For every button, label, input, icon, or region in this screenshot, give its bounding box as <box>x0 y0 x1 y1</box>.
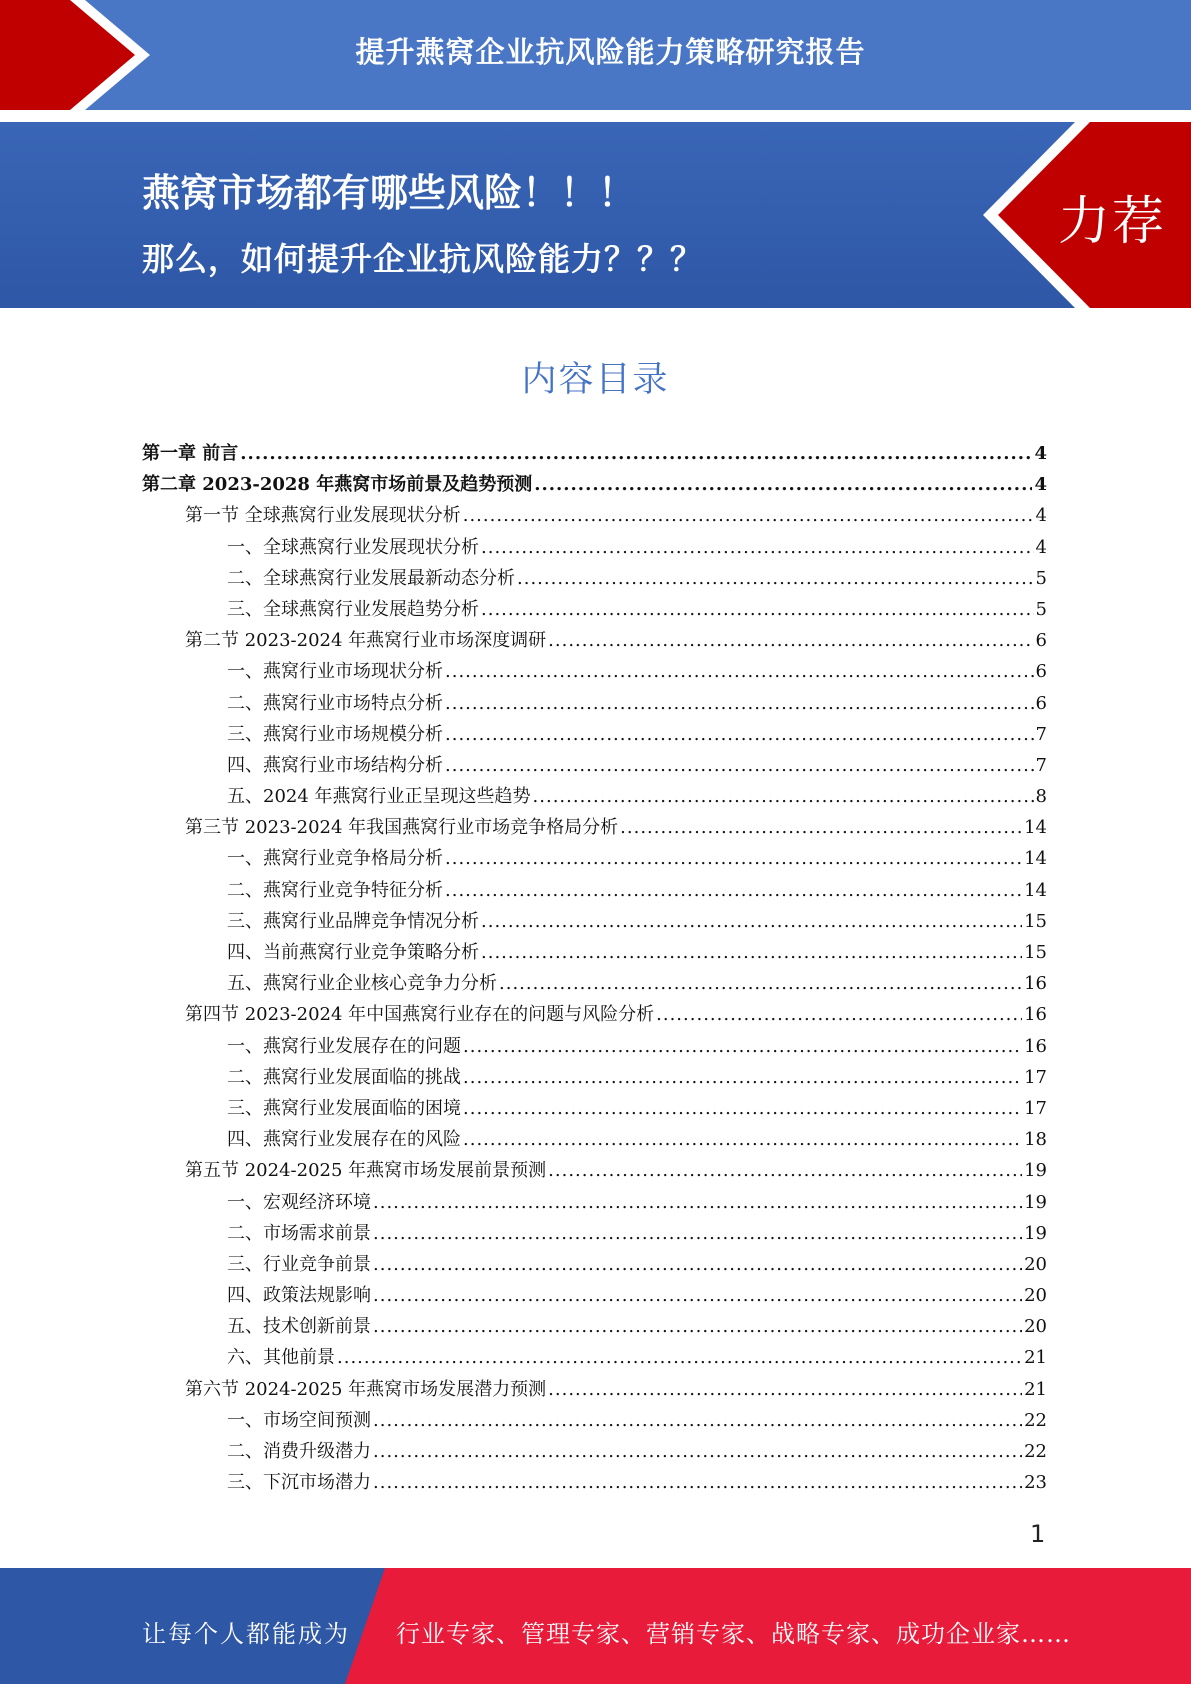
toc-entry-title: 一、燕窝行业竞争格局分析 <box>227 848 443 870</box>
toc-entry-page: 20 <box>1024 1285 1047 1307</box>
toc-entry-title: 一、燕窝行业发展存在的问题 <box>227 1035 461 1057</box>
toc-entry-title: 二、燕窝行业发展面临的挑战 <box>227 1066 461 1088</box>
toc-entry-page: 7 <box>1035 754 1047 776</box>
toc-leader-dots <box>445 750 1034 781</box>
table-of-contents <box>142 438 1047 1498</box>
toc-entry-title: 一、燕窝行业市场现状分析 <box>227 661 443 683</box>
toc-entry-page: 17 <box>1024 1066 1047 1088</box>
toc-entry-title: 三、全球燕窝行业发展趋势分析 <box>227 598 479 620</box>
toc-entry-title: 一、全球燕窝行业发展现状分析 <box>227 536 479 558</box>
toc-entry[interactable] <box>142 1249 1047 1280</box>
toc-entry[interactable] <box>142 594 1047 625</box>
toc-entry[interactable] <box>142 1436 1047 1467</box>
toc-entry[interactable] <box>142 1405 1047 1436</box>
toc-entry-page: 17 <box>1024 1097 1047 1119</box>
toc-leader-dots <box>463 1062 1022 1093</box>
toc-leader-dots <box>373 1311 1022 1342</box>
toc-entry-title: 三、燕窝行业品牌竞争情况分析 <box>227 910 479 932</box>
toc-leader-dots <box>373 1467 1022 1498</box>
toc-leader-dots <box>548 1155 1022 1186</box>
toc-leader-dots <box>463 1124 1022 1155</box>
toc-leader-dots <box>620 812 1022 843</box>
toc-leader-dots <box>373 1280 1022 1311</box>
toc-leader-dots <box>548 1374 1022 1405</box>
toc-entry[interactable] <box>142 1124 1047 1155</box>
toc-entry[interactable] <box>142 625 1047 656</box>
toc-entry[interactable] <box>142 875 1047 906</box>
toc-leader-dots <box>373 1187 1022 1218</box>
toc-entry[interactable] <box>142 688 1047 719</box>
toc-entry-title: 第四节 2023-2024 年中国燕窝行业存在的问题与风险分析 <box>185 1004 655 1026</box>
toc-entry[interactable] <box>142 1374 1047 1405</box>
divider <box>0 110 1191 122</box>
toc-entry-page: 19 <box>1024 1222 1047 1244</box>
toc-entry-page: 15 <box>1024 942 1047 963</box>
toc-entry[interactable] <box>142 1342 1047 1373</box>
toc-entry-page: 16 <box>1024 1004 1047 1026</box>
toc-entry[interactable] <box>142 469 1047 500</box>
toc-entry-title: 四、当前燕窝行业竞争策略分析 <box>227 942 479 963</box>
toc-entry-page: 20 <box>1024 1253 1047 1275</box>
toc-entry[interactable] <box>142 843 1047 874</box>
toc-leader-dots <box>373 1218 1022 1249</box>
toc-leader-dots <box>463 500 1034 531</box>
toc-entry-title: 二、燕窝行业市场特点分析 <box>227 692 443 714</box>
toc-entry[interactable] <box>142 1093 1047 1124</box>
toc-entry-page: 4 <box>1034 443 1047 464</box>
toc-entry-title: 一、宏观经济环境 <box>227 1191 371 1213</box>
toc-entry-page: 4 <box>1035 505 1047 527</box>
toc-entry-page: 14 <box>1024 848 1047 870</box>
toc-entry[interactable] <box>142 812 1047 843</box>
toc-entry[interactable] <box>142 563 1047 594</box>
toc-entry-page: 6 <box>1035 661 1047 683</box>
toc-entry-page: 7 <box>1035 723 1047 745</box>
toc-entry-page: 4 <box>1034 474 1047 496</box>
toc-leader-dots <box>481 937 1022 968</box>
toc-entry-title: 第五节 2024-2025 年燕窝市场发展前景预测 <box>185 1160 547 1182</box>
toc-entry-page: 5 <box>1035 567 1047 589</box>
toc-leader-dots <box>445 719 1034 750</box>
toc-entry-title: 五、技术创新前景 <box>227 1316 371 1338</box>
toc-leader-dots <box>463 1093 1022 1124</box>
hero-headline: 燕窝市场都有哪些风险！！！ <box>142 171 637 215</box>
toc-entry[interactable] <box>142 719 1047 750</box>
toc-entry[interactable] <box>142 999 1047 1030</box>
toc-entry-page: 5 <box>1035 598 1047 620</box>
toc-entry[interactable] <box>142 906 1047 937</box>
toc-entry[interactable] <box>142 750 1047 781</box>
toc-entry-page: 22 <box>1024 1441 1047 1462</box>
toc-leader-dots <box>481 532 1034 563</box>
toc-entry-title: 第一章 前言 <box>142 443 239 464</box>
footer-banner <box>0 1568 1191 1684</box>
toc-leader-dots <box>463 1031 1022 1062</box>
toc-entry-title: 三、下沉市场潜力 <box>227 1472 371 1494</box>
toc-entry[interactable] <box>142 1031 1047 1062</box>
report-title: 提升燕窝企业抗风险能力策略研究报告 <box>355 35 866 69</box>
toc-leader-dots <box>656 999 1022 1030</box>
toc-entry-page: 14 <box>1024 817 1047 839</box>
toc-entry-page: 19 <box>1024 1160 1047 1182</box>
top-banner <box>0 0 1191 110</box>
toc-entry-title: 四、政策法规影响 <box>227 1285 371 1307</box>
toc-entry[interactable] <box>142 532 1047 563</box>
toc-leader-dots <box>337 1342 1022 1373</box>
page-number: 1 <box>1030 1520 1046 1548</box>
toc-entry-page: 21 <box>1024 1378 1047 1400</box>
toc-leader-dots <box>445 688 1034 719</box>
toc-leader-dots <box>373 1436 1022 1467</box>
toc-entry[interactable] <box>142 1187 1047 1218</box>
toc-entry[interactable] <box>142 1155 1047 1186</box>
toc-entry-title: 五、2024 年燕窝行业正呈现这些趋势 <box>227 786 531 808</box>
toc-entry-title: 第二章 2023-2028 年燕窝市场前景及趋势预测 <box>142 474 533 496</box>
toc-entry-title: 六、其他前景 <box>227 1347 335 1369</box>
toc-entry-page: 22 <box>1024 1409 1047 1431</box>
toc-entry[interactable] <box>142 656 1047 687</box>
toc-entry-page: 6 <box>1035 692 1047 714</box>
toc-entry[interactable] <box>142 500 1047 531</box>
toc-entry-title: 三、燕窝行业市场规模分析 <box>227 723 443 745</box>
toc-entry[interactable] <box>142 1467 1047 1498</box>
toc-entry-title: 二、消费升级潜力 <box>227 1441 371 1462</box>
toc-entry-title: 四、燕窝行业市场结构分析 <box>227 754 443 776</box>
toc-entry-title: 第二节 2023-2024 年燕窝行业市场深度调研 <box>185 630 547 652</box>
toc-entry[interactable] <box>142 1311 1047 1342</box>
toc-entry[interactable] <box>142 937 1047 968</box>
toc-entry-page: 6 <box>1035 630 1047 652</box>
toc-entry[interactable] <box>142 781 1047 812</box>
toc-leader-dots <box>481 906 1022 937</box>
toc-entry[interactable] <box>142 1218 1047 1249</box>
toc-leader-dots <box>548 625 1033 656</box>
toc-entry-title: 二、全球燕窝行业发展最新动态分析 <box>227 567 515 589</box>
toc-entry-page: 8 <box>1035 786 1047 808</box>
toc-leader-dots <box>240 438 1032 469</box>
toc-leader-dots <box>445 656 1034 687</box>
toc-entry-page: 14 <box>1024 879 1047 901</box>
toc-title: 内容目录 <box>521 360 670 400</box>
toc-leader-dots <box>533 781 1034 812</box>
toc-entry-page: 18 <box>1024 1129 1047 1151</box>
toc-entry-page: 21 <box>1024 1347 1047 1369</box>
toc-entry-page: 23 <box>1024 1472 1047 1494</box>
hero-subheadline: 那么，如何提升企业抗风险能力？？？ <box>142 240 704 278</box>
toc-entry[interactable] <box>142 1280 1047 1311</box>
recommend-label: 力荐 <box>1058 192 1167 252</box>
toc-entry-page: 15 <box>1024 910 1047 932</box>
toc-leader-dots <box>481 594 1034 625</box>
toc-leader-dots <box>373 1405 1022 1436</box>
toc-entry-title: 四、燕窝行业发展存在的风险 <box>227 1129 461 1151</box>
toc-leader-dots <box>517 563 1034 594</box>
toc-leader-dots <box>534 469 1032 500</box>
toc-entry-title: 三、燕窝行业发展面临的困境 <box>227 1097 461 1119</box>
toc-leader-dots <box>445 843 1022 874</box>
toc-entry-page: 4 <box>1035 536 1047 558</box>
hero-banner <box>0 122 1191 308</box>
toc-entry-page: 16 <box>1024 1035 1047 1057</box>
footer-slogan-left: 让每个人都能成为 <box>142 1620 350 1648</box>
toc-entry-title: 三、行业竞争前景 <box>227 1253 371 1275</box>
toc-entry[interactable] <box>142 1062 1047 1093</box>
toc-entry-page: 19 <box>1024 1191 1047 1213</box>
toc-leader-dots <box>373 1249 1022 1280</box>
toc-entry-title: 二、市场需求前景 <box>227 1222 371 1244</box>
toc-leader-dots <box>445 875 1022 906</box>
toc-leader-dots <box>499 968 1022 999</box>
toc-entry[interactable] <box>142 438 1047 469</box>
toc-entry-page: 20 <box>1024 1316 1047 1338</box>
toc-entry-title: 第六节 2024-2025 年燕窝市场发展潜力预测 <box>185 1378 547 1400</box>
toc-entry-title: 二、燕窝行业竞争特征分析 <box>227 879 443 901</box>
toc-entry-title: 第三节 2023-2024 年我国燕窝行业市场竞争格局分析 <box>185 817 619 839</box>
footer-slogan-right: 行业专家、管理专家、营销专家、战略专家、成功企业家…… <box>396 1620 1071 1648</box>
toc-entry-title: 一、市场空间预测 <box>227 1409 371 1431</box>
toc-entry[interactable] <box>142 968 1047 999</box>
toc-entry-title: 五、燕窝行业企业核心竞争力分析 <box>227 973 497 995</box>
toc-entry-title: 第一节 全球燕窝行业发展现状分析 <box>185 505 461 527</box>
toc-entry-page: 16 <box>1024 973 1047 995</box>
